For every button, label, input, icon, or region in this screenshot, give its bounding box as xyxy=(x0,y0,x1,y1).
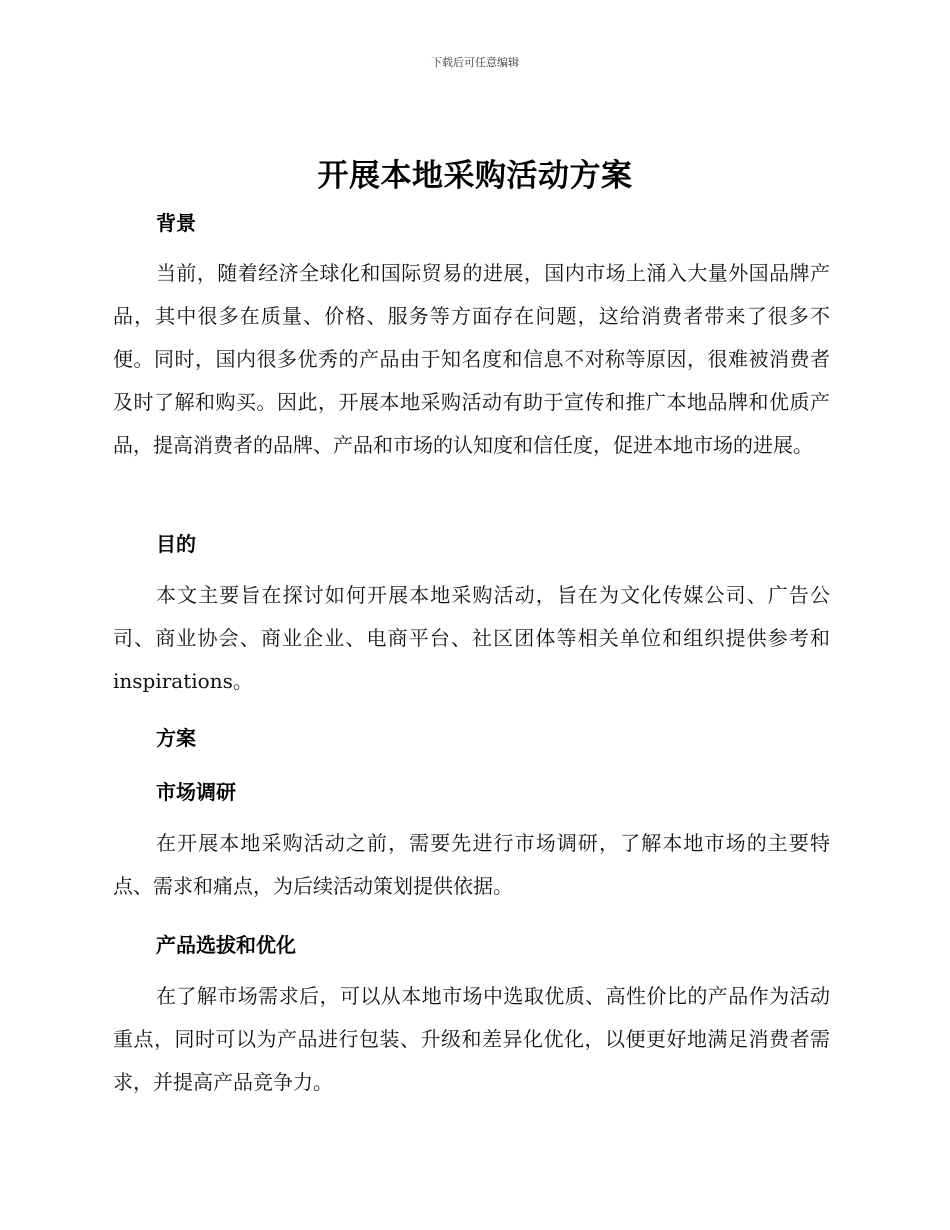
section-body-purpose: 本文主要旨在探讨如何开展本地采购活动，旨在为文化传媒公司、广告公司、商业协会、商业企业、电商平台、社区团体等相关单位和组织提供参考和 inspirations。 xyxy=(113,583,830,693)
section-heading-background: 背景 xyxy=(156,211,196,235)
subsection-heading-product-selection: 产品选拔和优化 xyxy=(156,933,296,957)
section-body-background: 当前，随着经济全球化和国际贸易的进展，国内市场上涌入大量外国品牌产品，其中很多在质量、价格、服务等方面存在问题，这给消费者带来了很多不便。同时，国内很多优秀的产品由于知名度和信息不对称等原因，很难被消费者及时了解和购买。因此，开展本地采购活动有助于宣传和推广本地品牌和优质产品，提高消费者的品牌、产品和市场的认知度和信任度，促进本地市场的进展。 xyxy=(113,261,830,457)
page-header-note: 下载后可任意编辑 xyxy=(431,56,519,69)
subsection-body-market-research: 在开展本地采购活动之前，需要先进行市场调研，了解本地市场的主要特点、需求和痛点，为后续活动策划提供依据。 xyxy=(113,831,830,898)
subsection-body-product-selection: 在了解市场需求后，可以从本地市场中选取优质、高性价比的产品作为活动重点，同时可以为产品进行包装、升级和差异化优化，以便更好地满足消费者需求，并提高产品竞争力。 xyxy=(113,984,830,1094)
subsection-heading-market-research: 市场调研 xyxy=(156,780,236,804)
document-title: 开展本地采购活动方案 xyxy=(317,158,633,194)
section-heading-purpose: 目的 xyxy=(156,532,196,556)
section-heading-plan: 方案 xyxy=(156,726,196,750)
